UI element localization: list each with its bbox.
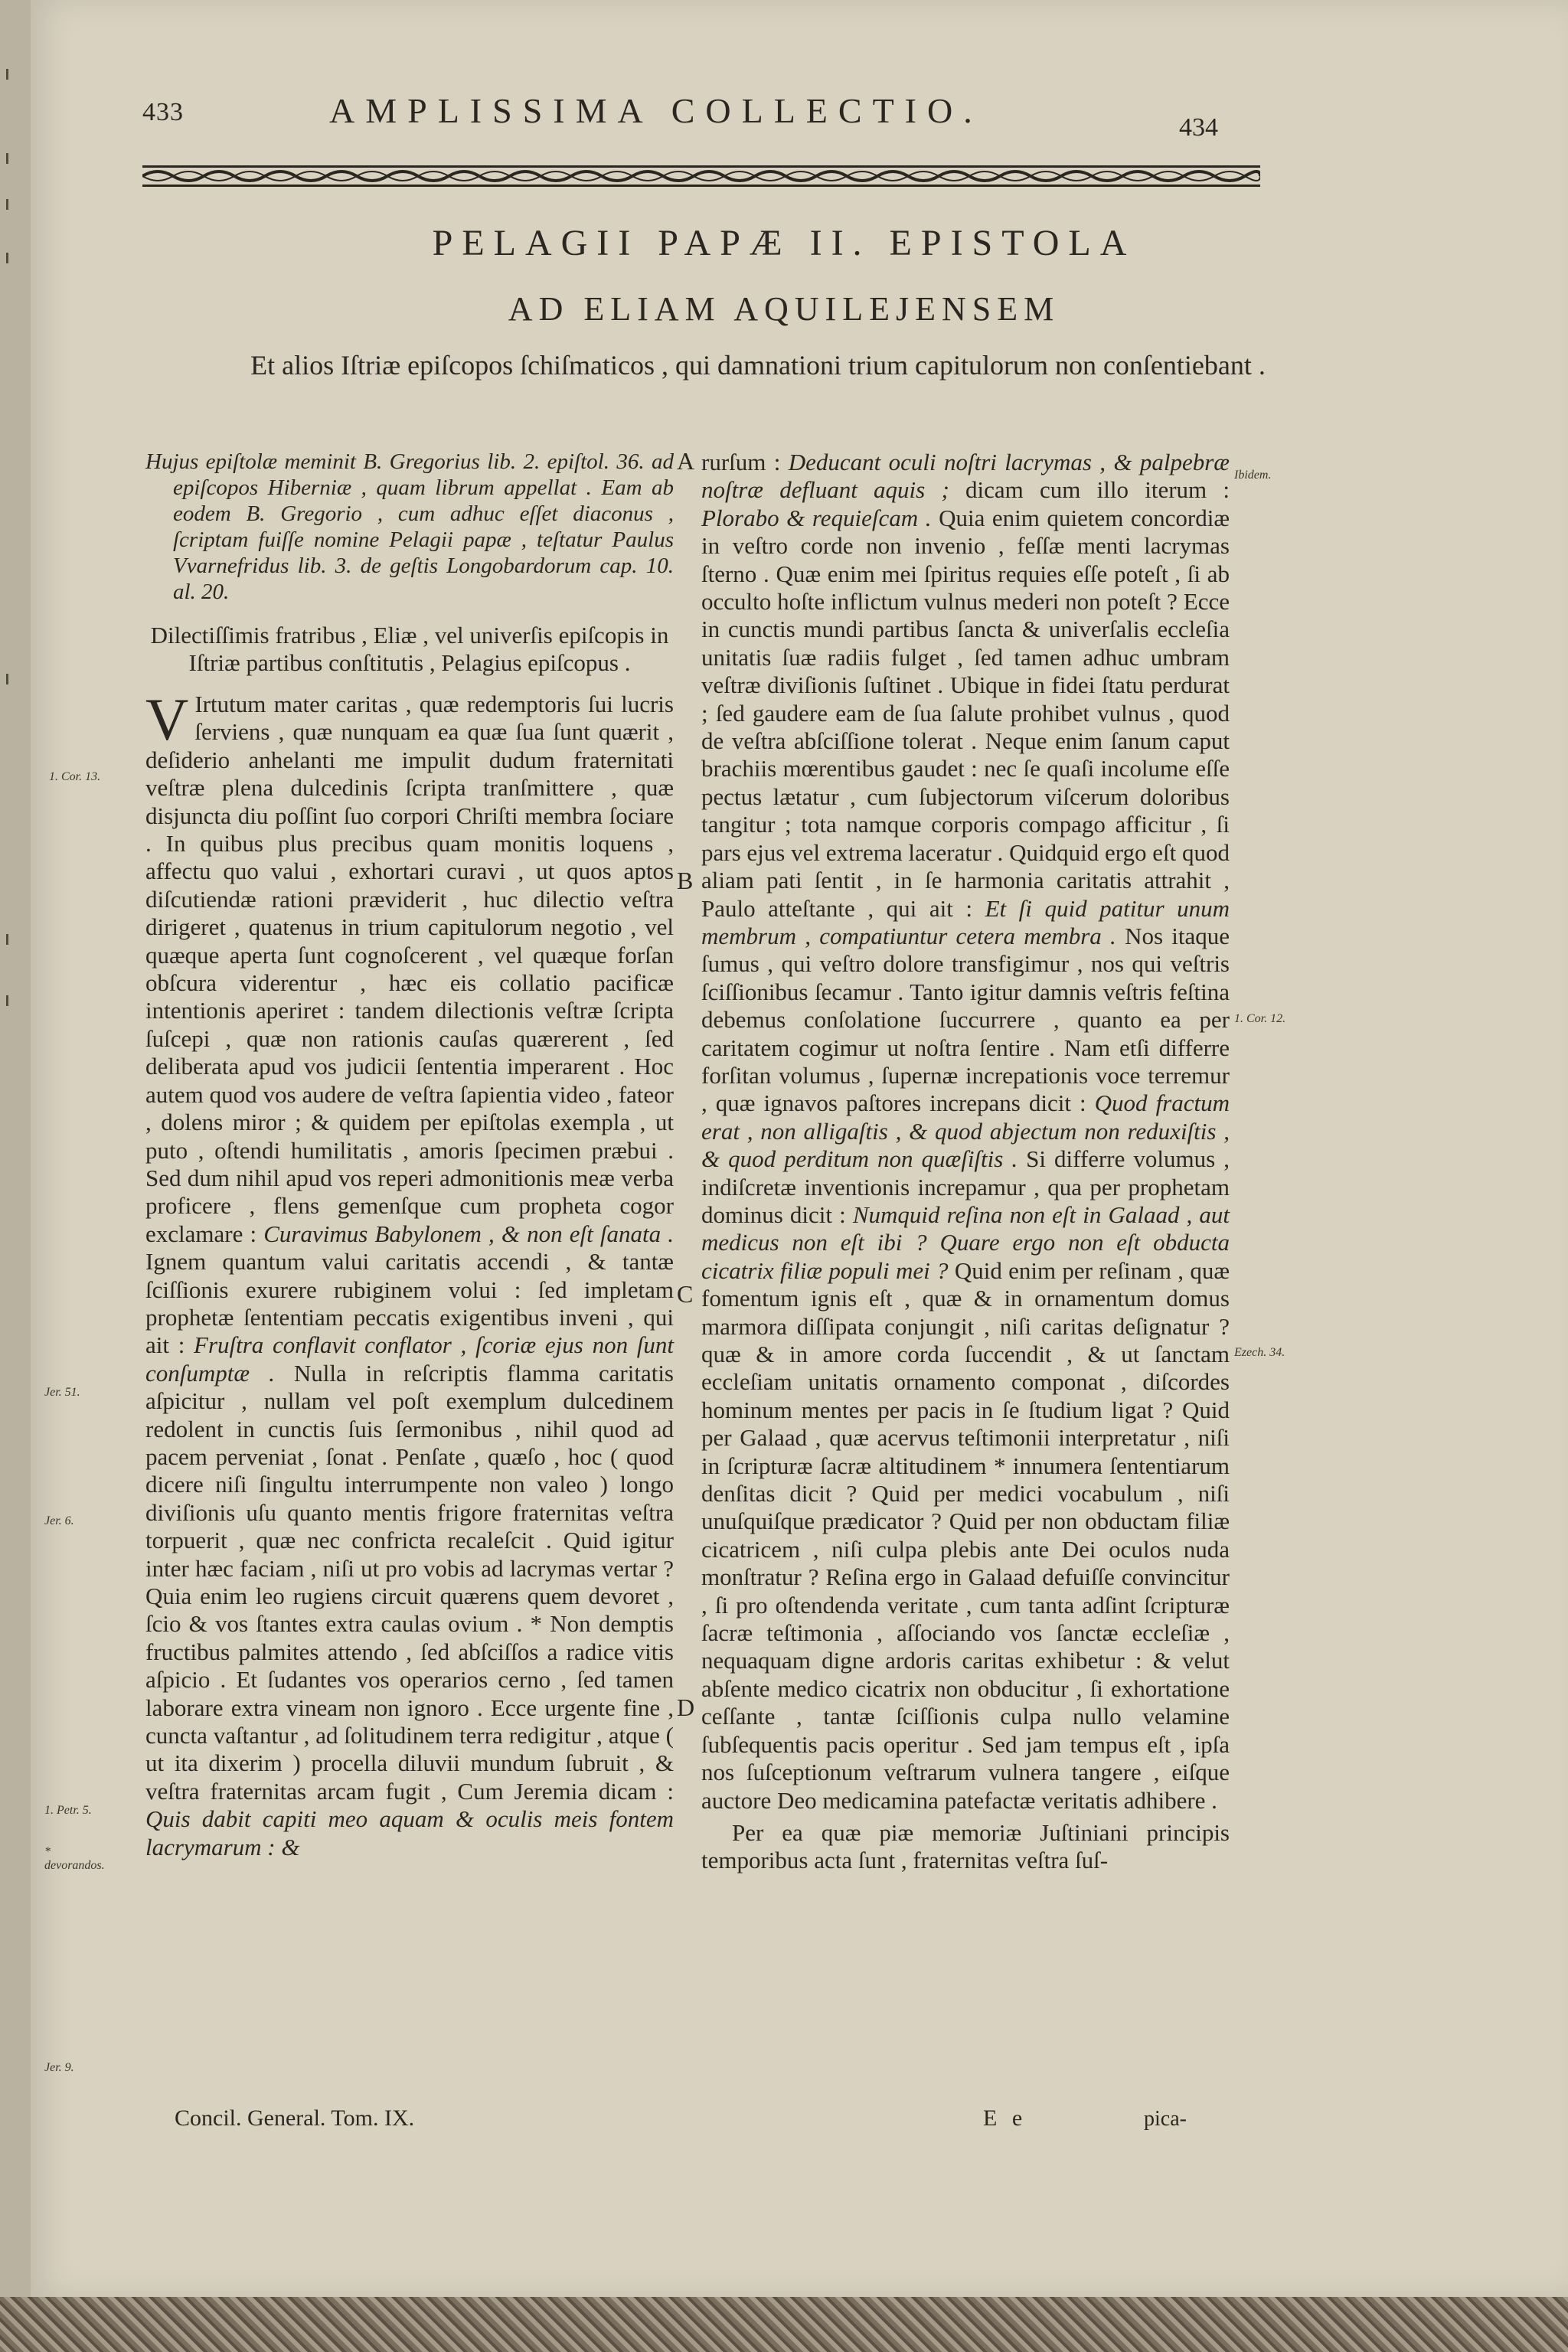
margin-reference: Jer. 51. <box>44 1386 80 1399</box>
margin-reference: 1. Cor. 12. <box>1234 1012 1286 1025</box>
margin-reference: * devorandos. <box>44 1845 105 1872</box>
right-column <box>701 449 1230 1875</box>
running-title: AMPLISSIMA COLLECTIO. <box>329 91 983 130</box>
section-marker-a: A <box>677 447 695 475</box>
dedication: Dilectiſſimis fratribus , Eliæ , vel univerſis epiſcopis in Iſtriæ partibus conſtitutis , Pelagius epiſcopus . <box>150 622 669 676</box>
adjacent-page-edge <box>0 0 31 2297</box>
letter-title: PELAGII PAPÆ II. EPISTOLA <box>432 223 1136 263</box>
left-column <box>145 449 674 1861</box>
margin-reference: Jer. 6. <box>44 1514 74 1527</box>
scripture-quote: Curavimus Babylonem , & non eſt ſanata . <box>263 1220 674 1247</box>
scripture-quote: Numquid reſina non eſt in Galaad , aut medicus non eſt ibi ? Quare ergo non eſt obducta cicatrix filiæ populi mei ? <box>701 1200 1230 1284</box>
margin-reference: Ezech. 34. <box>1234 1346 1285 1359</box>
introductory-note: Hujus epiſtolæ meminit B. Gregorius lib. 2. epiſtol. 36. ad epiſcopos Hiberniæ , quam librum appellat . Eam ab eodem B. Gregorio , cum adhuc eſſet diaconus , ſcriptam fuiſſe nomine Pelagii papæ , teſtatur Paulus Vvarnefridus lib. 3. de geſtis Longobardorum cap. 10. al. 20. <box>145 449 674 604</box>
letter-subtitle: Et alios Iſtriæ epiſcopos ſchiſmaticos , qui damnationi trium capitulorum non conſentiebant . <box>250 350 1266 381</box>
scripture-quote: Fruſtra conflavit conflator , ſcoriæ ejus non ſunt conſumptæ . <box>145 1331 674 1387</box>
margin-reference: 1. Petr. 5. <box>44 1804 92 1817</box>
page-header <box>0 90 1568 144</box>
section-marker-b: B <box>677 867 694 894</box>
margin-reference: Ibidem. <box>1234 469 1272 482</box>
scripture-quote: Quis dabit capiti meo aquam & oculis meis fontem lacrymarum : & <box>145 1805 674 1860</box>
scripture-quote: Deducant oculi noſtri lacrymas , & palpebræ noſtræ defluant aquis ; <box>701 449 1230 504</box>
margin-reference: 1. Cor. 13. <box>49 770 101 783</box>
scripture-quote: Et ſi quid patitur unum membrum , compatiuntur cetera membra . <box>701 894 1230 949</box>
page-number-left: 433 <box>142 98 184 126</box>
signature-mark: E e <box>983 2105 1027 2131</box>
scripture-quote: Plorabo & requieſcam . <box>701 504 932 531</box>
letter-paragraph: Per ea quæ piæ memoriæ Juſtiniani principis temporibus acta ſunt , fraternitas veſtra ſuſ- <box>701 1818 1230 1874</box>
page-number-right: 434 <box>1179 113 1218 142</box>
letter-recipient-title: AD ELIAM AQUILEJENSEM <box>508 290 1060 328</box>
letter-continuation-paragraph: rurſum : Deducant oculi noſtri lacrymas , & palpebræ noſtræ defluant aquis ; dicam cum illo iterum : Plorabo & requieſcam . Quia enim quietem concordiæ in veſtro corde non invenio , feſſæ menti lacrymas ſterno . Quæ enim mei ſpiritus requies eſſe poteſt , ſi ab occulto hoſte inflictum vulnus mederi non poteſt ? Ecce in cunctis mundi partibus ſancta & univerſalis eccleſia unitatis ſuæ radiis fulget , ſed tamen adhuc umbram veſtræ diviſionis ſuſtinet . Ubique in fidei ſtatu perdurat ; ſed gaudere eam de ſua ſalute prohibet vulnus , quod de veſtra abſciſſione tolerat . Neque enim ſanum caput brachiis mœrentibus gaudet : nec ſe quaſi incolume eſſe pectus lætatur , cum ſubjectorum viſcerum doloribus tangitur ; tota namque corporis compago afficitur , ſi pars ejus vel extrema laceratur . Quidquid ergo eſt quod aliam pati ſentit , in ſe harmonia caritatis attrahit , Paulo atteſtante , qui ait : Et ſi quid patitur unum membrum , compatiuntur cetera membra . Nos itaque ſumus , qui veſtro dolore transfigimur , nos qui veſtris ſciſſionibus ſecamur . Tanto igitur damnis veſtris feſtina debemus conſolatione ſuccurrere , quanto ea per caritatem cogimur ut noſtra ſentire . Nam etſi differre forſitan volumus , ſupernæ increpationis voce terremur , quæ ignavos paſtores increpans dicit : Quod fractum erat , non alligaſtis , & quod abjectum non reduxiſtis , & quod perditum non quæſiſtis . Si differre volumus , indiſcretæ inventionis increpamur , qua per prophetam dominus dicit : Numquid reſina non eſt in Galaad , aut medicus non eſt ibi ? Quare ergo non eſt obducta cicatrix filiæ populi mei ? Quid enim per reſinam , quæ fomentum ignis eſt , quæ & in ornamentum domus marmora diſſipata conjungit , niſi caritas deſignatur ? quæ & in amore corda ſuccendit , & ut ſanctam eccleſiam unitatis ornamento componat , diſcordes hominum mentes per pacis in ſe ſtudium ligat ? Quid per Galaad , quæ acervus teſtimonii interpretatur , niſi in ſcripturæ ſacræ altitudinem * innumera ſententiarum denſitas dicit ? Quid per medici vocabulum , niſi unuſquiſque prædicator ? Quid per non obductam filiæ cicatricem , niſi culpa plebis ante Dei oculos nuda monſtratur ? Reſina ergo in Galaad defuiſſe convincitur , ſi pro oſtendenda veritate , cum tanta adſint ſcripturæ ſacræ teſtimonia , aſſociando vos ſanctæ eccleſiæ , nequaquam digne ardoris caritas exhibetur : & velut abſente medico cicatrix non obducitur , ſi exhortatione ceſſante , tantæ ſciſſionis culpa nullo velamine ſubſequentis pacis operitur . Sed jam tempus eſt , ipſa nos ſuſceptionum veſtrarum vulnera tangere , eiſque auctore Deo medicamina patefactæ veritatis adhibere . <box>701 449 1230 1814</box>
decorative-rule-ornament <box>142 162 1260 190</box>
letter-opening-paragraph: V Irtutum mater caritas , quæ redemptoris ſui lucris ſerviens , quæ nunquam ea quæ ſua ſunt quærit , deſiderio anhelanti me impulit dudum fraternitati veſtræ plena dulcedinis ſcripta tranſmittere , quæ disjuncta diu poſſint ſuo corpori Chriſti membra ſociare . In quibus plus precibus quam monitis loquens , affectu quo valui , exhortari curavi , ut quos aptos diſcutiendæ rationi præviderit , huc dilectio veſtra dirigeret , quatenus in trium capitulorum negotio , vel quæque aperta ſunt cognoſcerent , vel quæque forſan obſcura viderentur , hæc eis collatio pacificæ intentionis aperiret : tandem dilectionis veſtræ ſcripta ſuſcepi , quæ non rationis cauſas quærerent , ſed deliberata apud vos judicii ſententia imperarent . Hoc autem quod vos audere de veſtra ſapientia video , fateor , dolens miror ; & quidem per epiſtolas exempla , ut puto , oſtendi humilitatis , amoris ſpecimen præbui . Sed dum nihil apud vos reperi admonitionis meæ verba proficere , flens gemenſque cum propheta cogor exclamare : Curavimus Babylonem , & non eſt ſanata . Ignem quantum valui caritatis accendi , & tantæ ſciſſionis exurere rubiginem volui : ſed impletam prophetæ ſententiam peccatis exigentibus inveni , qui ait : Fruſtra conflavit conflator , ſcoriæ ejus non ſunt conſumptæ . Nulla in reſcriptis flamma caritatis aſpicitur , nullam vel poſt exemplum dulcedinem redolent in cunctis ſuis ſermonibus , nihil quod ad pacem perveniat , ſonat . Penſate , quæſo , hoc ( quod dicere niſi ſingultu interrumpente non valeo ) longo diviſionis uſu quanto mentis frigore fraternitas veſtra torpuerit , quæ nec confricta recaleſcit . Quid igitur inter hæc faciam , niſi ut pro vobis ad lacrymas vertar ? Quia enim leo rugiens circuit quærens quem devoret , ſcio & vos ſtantes extra caulas ovium . * Non demptis fructibus palmites attendo , ſed abſciſſos a radice vitis aſpicio . Et ſudantes vos operarios cerno , ſed tamen laborare extra vineam non ignoro . Ecce urgente fine , cuncta vaſtantur , ad ſolitudinem terra redigitur , atque ( ut ita dixerim ) procella diluvii mundum ſubruit , & veſtra fraternitas arcam fugit , Cum Jeremia dicam : Quis dabit capiti meo aquam & oculis meis fontem lacrymarum : & <box>145 686 674 1860</box>
section-marker-c: C <box>677 1280 694 1308</box>
section-marker-d: D <box>677 1694 695 1721</box>
footer-volume-reference: Concil. General. Tom. IX. <box>175 2105 415 2131</box>
catchword: pica- <box>1144 2107 1187 2131</box>
scripture-quote: Quod fractum erat , non alligaſtis , & quod abjectum non reduxiſtis , & quod perditum non quæſiſtis . <box>701 1089 1230 1173</box>
margin-reference: Jer. 9. <box>44 2061 74 2074</box>
background-surface <box>0 2297 1568 2352</box>
drop-cap: V <box>145 686 189 753</box>
